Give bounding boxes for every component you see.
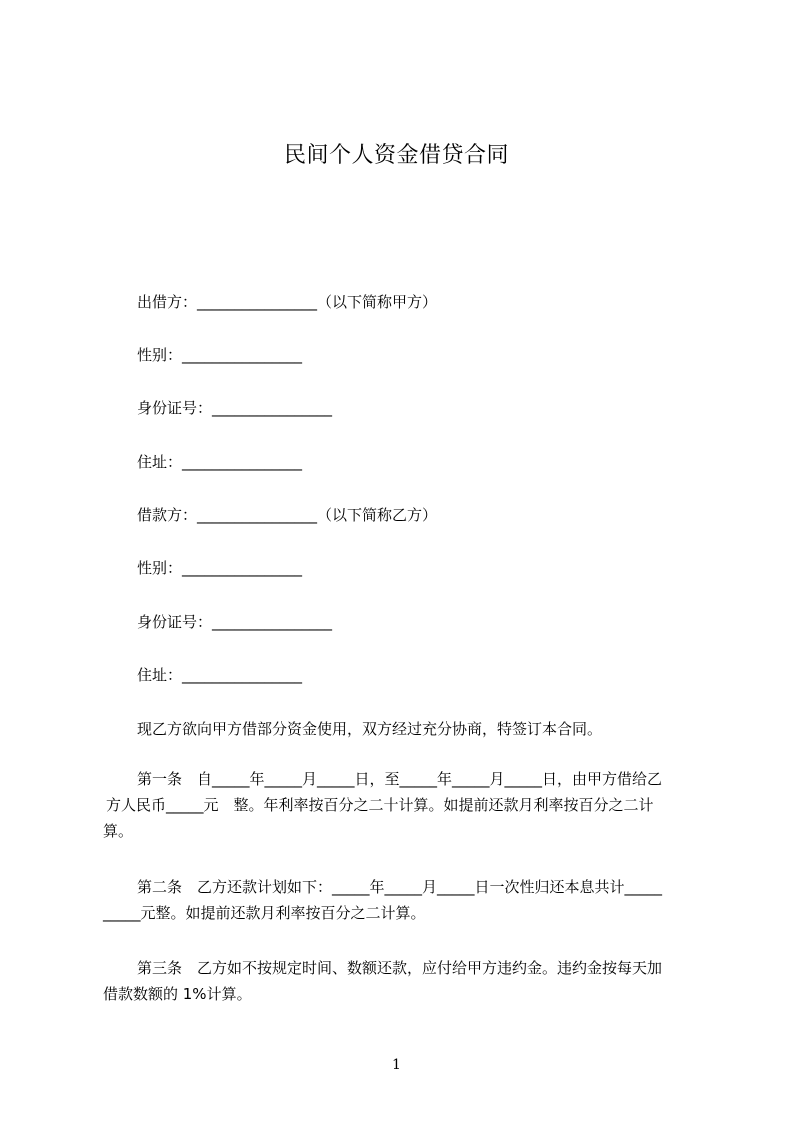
lender-gender-field: 性别：________________ [137,346,303,364]
borrower-gender-field: 性别：________________ [137,559,303,577]
lender-name-field: 出借方：________________（以下简称甲方） [137,293,438,311]
article-1 [103,766,703,844]
lender-id-number-field: 身份证号：________________ [137,399,333,417]
article-3 [103,955,703,1007]
article-2-line: 第二条 乙方还款计划如下：_____年_____月_____日一次性归还本息共计_____ [137,878,663,896]
article-2 [103,874,703,926]
article-3-line: 借款数额的 1%计算。 [103,985,252,1003]
borrower-address-field: 住址：________________ [137,666,303,684]
document-title: 民间个人资金借贷合同 [283,143,509,168]
borrower-name-field: 借款方：________________（以下简称乙方） [137,506,438,524]
intro-paragraph: 现乙方欲向甲方借部分资金使用，双方经过充分协商，特签订本合同。 [137,720,603,738]
borrower-id-number-field: 身份证号：________________ [137,613,333,631]
lender-address-field: 住址：________________ [137,453,303,471]
article-2-line: _____元整。如提前还款月利率按百分之二计算。 [103,904,426,922]
article-1-line: 方人民币_____元 整。年利率按百分之二十计算。如提前还款月利率按百分之二计 [106,796,654,814]
article-3-line: 第三条 乙方如不按规定时间、数额还款，应付给甲方违约金。违约金按每天加 [137,959,663,977]
article-1-line: 第一条 自_____年_____月_____日，至_____年_____月_____日，由甲方借给乙 [137,770,663,788]
article-1-line: 算。 [103,822,134,840]
page-number: 1 [392,1057,401,1073]
